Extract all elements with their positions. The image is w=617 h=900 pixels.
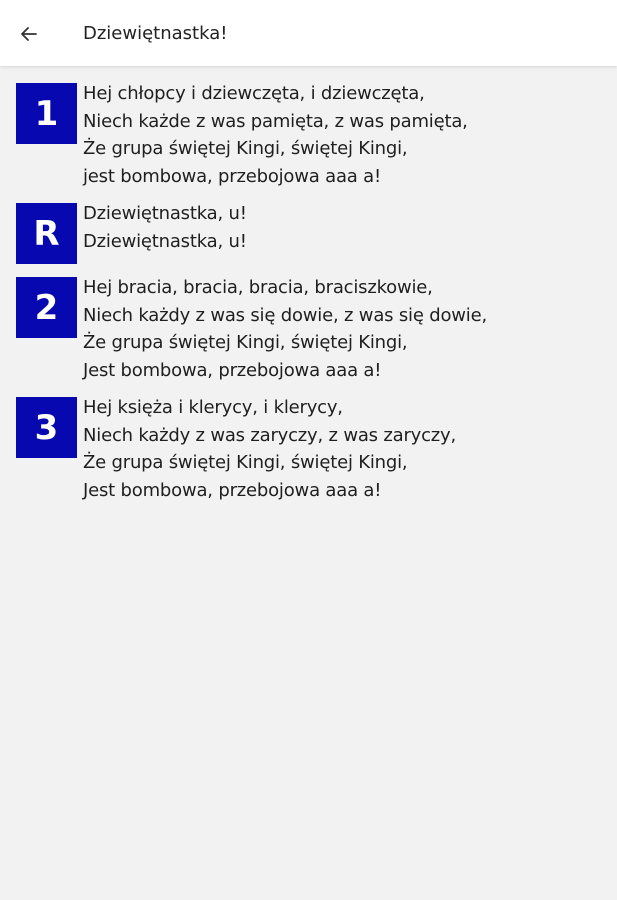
- lyric-line: Że grupa świętej Kingi, świętej Kingi,: [83, 452, 408, 473]
- lyric-line: Że grupa świętej Kingi, świętej Kingi,: [83, 138, 408, 159]
- verse-lines: [83, 200, 247, 255]
- lyric-line: Niech każdy z was się dowie, z was się dowie,: [83, 304, 487, 326]
- lyric-line: Hej księża i klerycy, i klerycy,: [83, 397, 343, 418]
- lyric-line: Niech każdy z was zaryczy, z was zaryczy,: [83, 424, 457, 446]
- lyric-line: Hej chłopcy i dziewczęta, i dziewczęta,: [83, 83, 425, 104]
- lyric-line: jest bombowa, przebojowa aaa a!: [83, 165, 381, 187]
- app-bar: [0, 0, 617, 66]
- verse-number-badge: 2: [16, 277, 77, 338]
- lyric-line: Dziewiętnastka, u!: [83, 230, 247, 252]
- verse-refrain: [16, 200, 606, 264]
- verse-lines: [83, 80, 468, 190]
- back-button[interactable]: [14, 19, 44, 49]
- refrain-badge: R: [16, 203, 77, 264]
- verse-lines: [83, 274, 487, 384]
- lyric-line: Dziewiętnastka, u!: [83, 203, 247, 224]
- verse-number-badge: 3: [16, 397, 77, 458]
- verse-2: [16, 274, 606, 384]
- lyric-line: Hej bracia, bracia, bracia, braciszkowie,: [83, 277, 433, 298]
- lyric-line: Że grupa świętej Kingi, świętej Kingi,: [83, 332, 408, 353]
- lyric-line: Niech każde z was pamięta, z was pamięta,: [83, 110, 468, 132]
- song-lyrics: [16, 80, 606, 514]
- verse-1: [16, 80, 606, 190]
- arrow-left-icon: [19, 24, 39, 44]
- verse-number-badge: 1: [16, 83, 77, 144]
- verse-lines: [83, 394, 456, 504]
- lyric-line: Jest bombowa, przebojowa aaa a!: [83, 479, 382, 501]
- lyric-line: Jest bombowa, przebojowa aaa a!: [83, 359, 382, 381]
- verse-3: [16, 394, 606, 504]
- page-title: Dziewiętnastka!: [83, 23, 228, 44]
